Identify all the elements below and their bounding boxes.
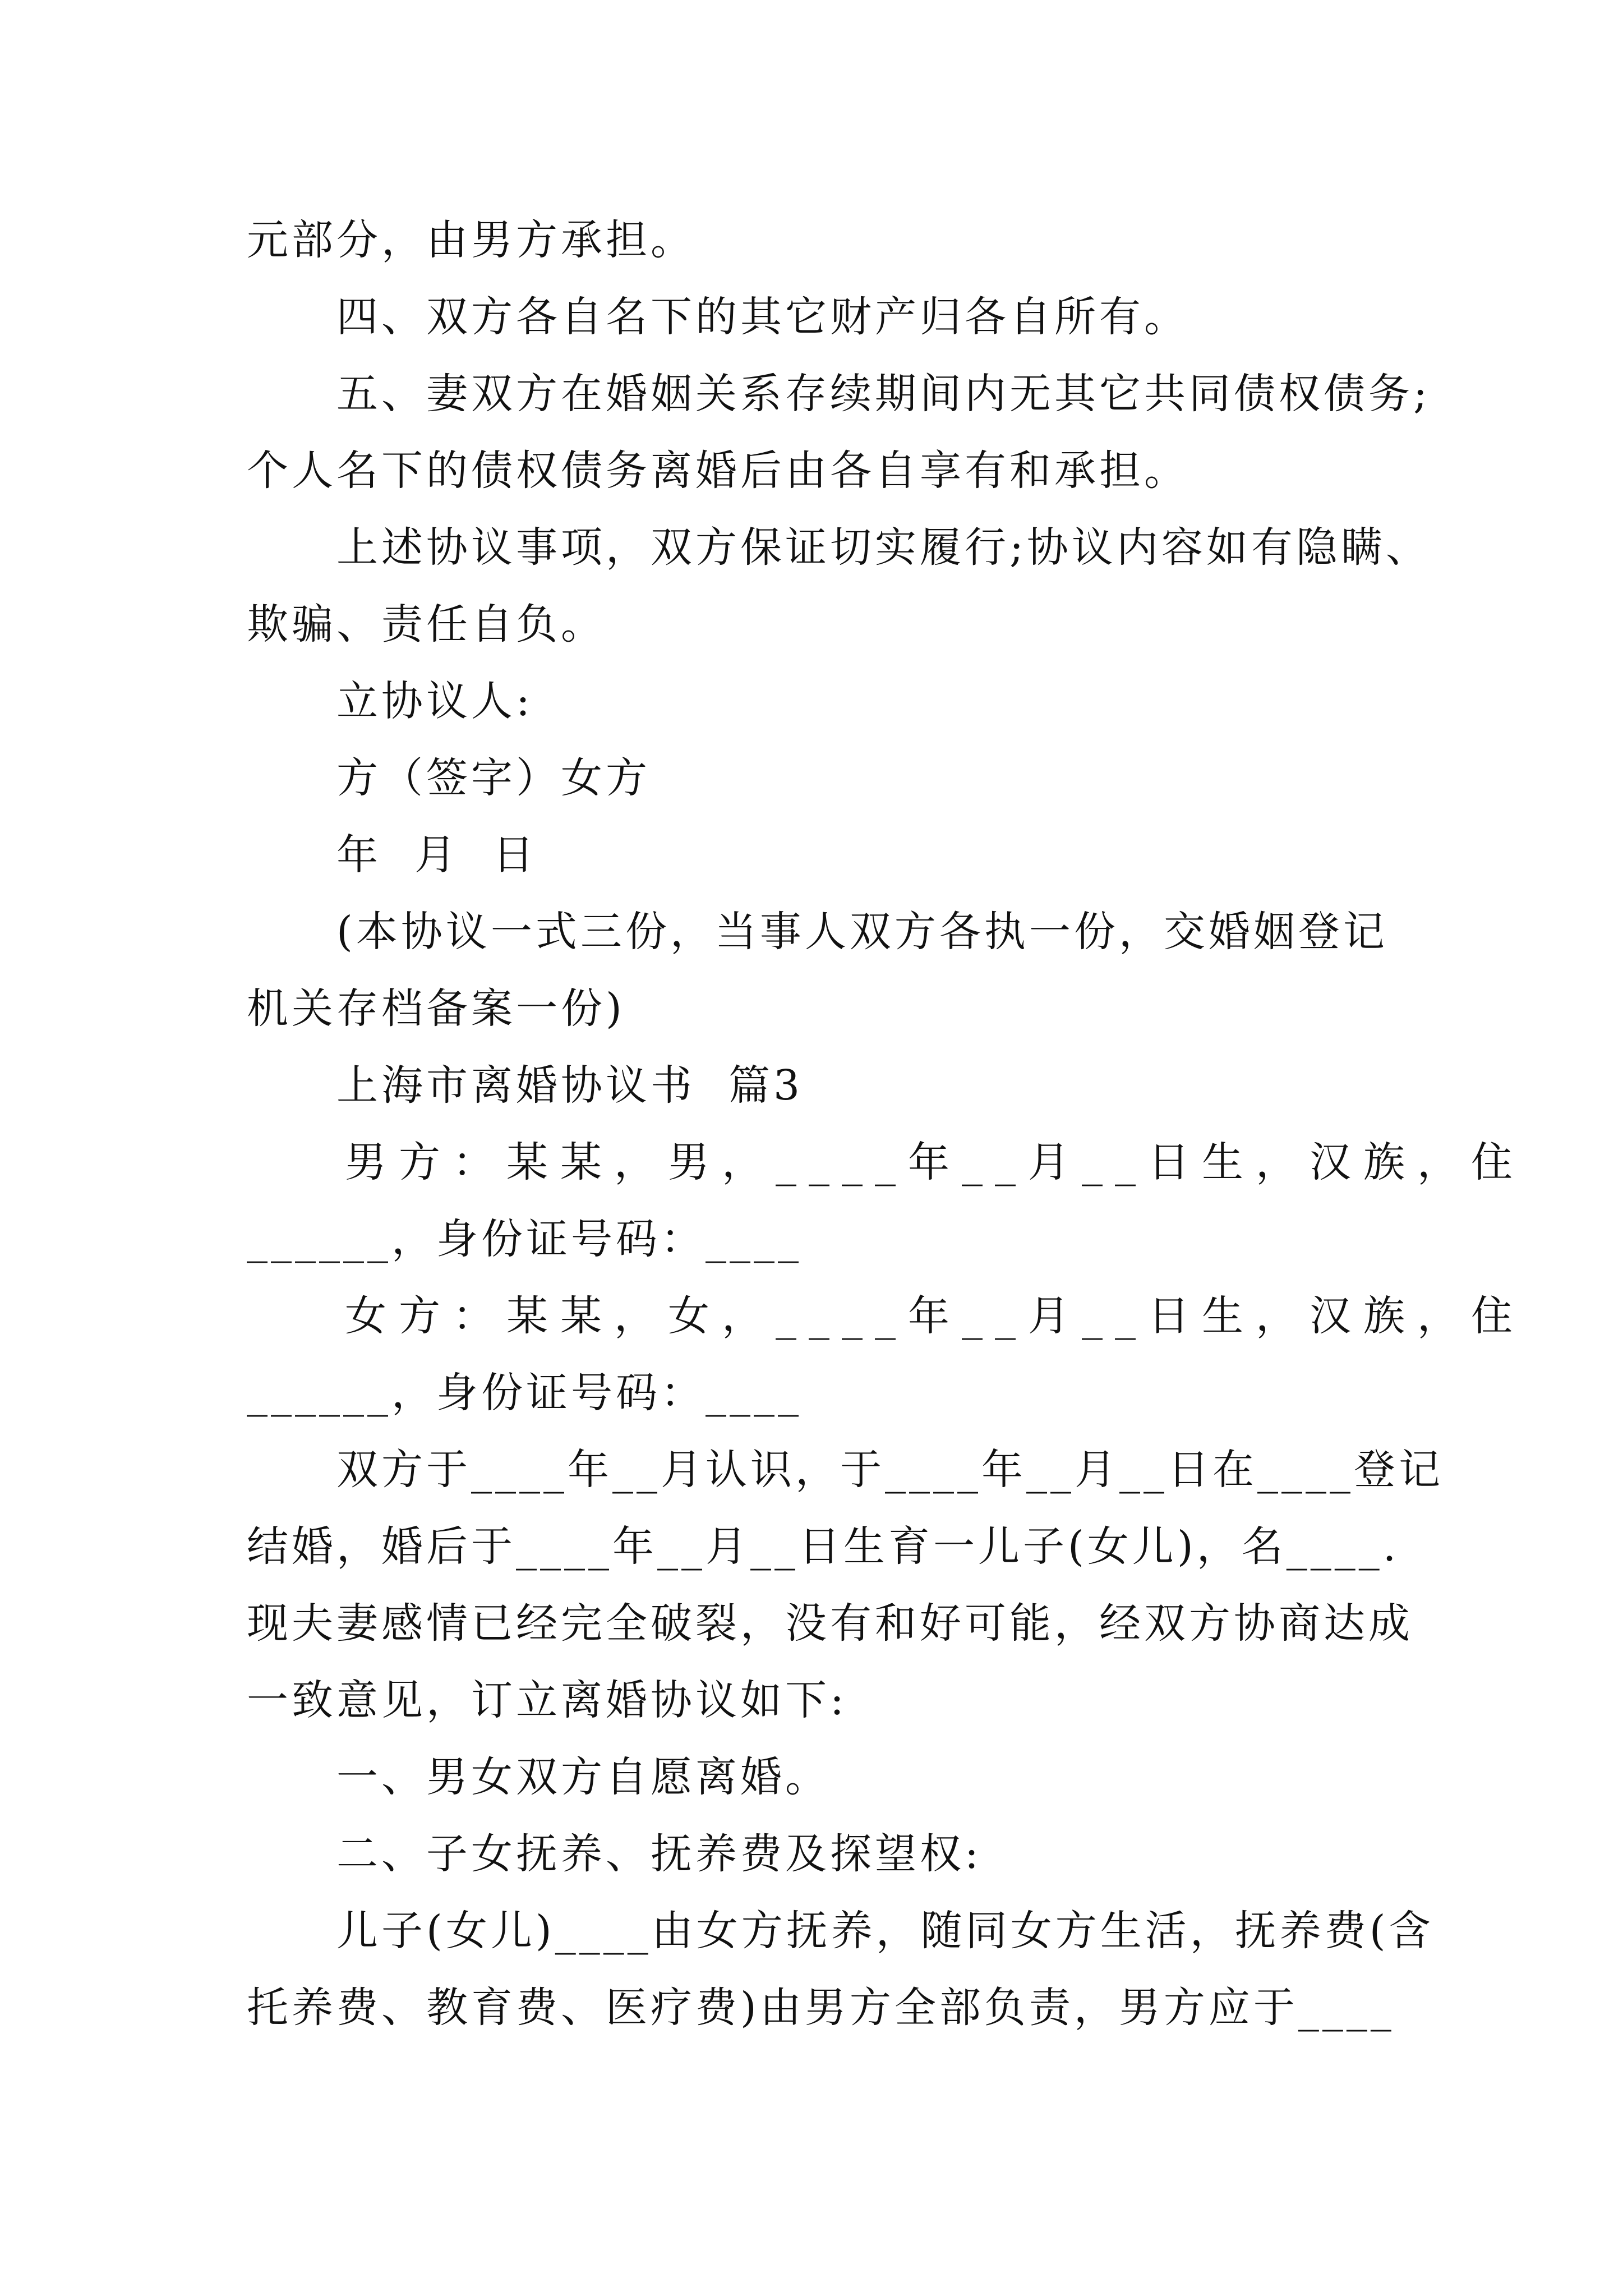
text-line: ______，身份证号码：____: [247, 1369, 802, 1417]
signature-line: 方（签字）女方: [336, 754, 651, 802]
text-line: (本协议一式三份，当事人双方各执一份，交婚姻登记: [336, 908, 1388, 956]
text-line: ______，身份证号码：____: [247, 1215, 802, 1263]
text-line: 一、男女双方自愿离婚。: [336, 1753, 830, 1801]
text-line: 一致意见，订立离婚协议如下:: [247, 1676, 847, 1724]
text-line: 结婚，婚后于____年__月__日生育一儿子(女儿)，名____.: [247, 1522, 1400, 1571]
text-line: 元部分，由男方承担。: [247, 216, 695, 264]
text-line: 欺骗、责任自负。: [247, 600, 606, 648]
text-line: 上述协议事项，双方保证切实履行;协议内容如有隐瞒、: [336, 523, 1431, 572]
text-line: 男方：某某，男，____年__月__日生，汉族，住: [345, 1138, 1525, 1186]
text-line: 儿子(女儿)____由女方抚养，随同女方生活，抚养费(含: [336, 1907, 1434, 1955]
text-line: 五、妻双方在婚姻关系存续期间内无其它共同债权债务;: [336, 370, 1431, 418]
text-line: 二、子女抚养、抚养费及探望权:: [336, 1830, 982, 1878]
section-heading: 上海市离婚协议书 篇3: [336, 1061, 804, 1110]
signatory-label: 立协议人:: [336, 677, 533, 725]
text-line: 托养费、教育费、医疗费)由男方全部负责，男方应于____: [247, 1984, 1395, 2032]
text-line: 双方于____年__月认识，于____年__月__日在____登记: [336, 1446, 1444, 1494]
text-line: 机关存档备案一份): [247, 984, 625, 1033]
text-line: 个人名下的债权债务离婚后由各自享有和承担。: [247, 447, 1189, 495]
text-line: 四、双方各自名下的其它财产归各自所有。: [336, 293, 1189, 341]
text-line: 女方：某某，女，____年__月__日生，汉族，住: [345, 1292, 1525, 1340]
text-line: 现夫妻感情已经完全破裂，没有和好可能，经双方协商达成: [247, 1599, 1413, 1648]
date-line: 年 月 日: [336, 831, 538, 879]
